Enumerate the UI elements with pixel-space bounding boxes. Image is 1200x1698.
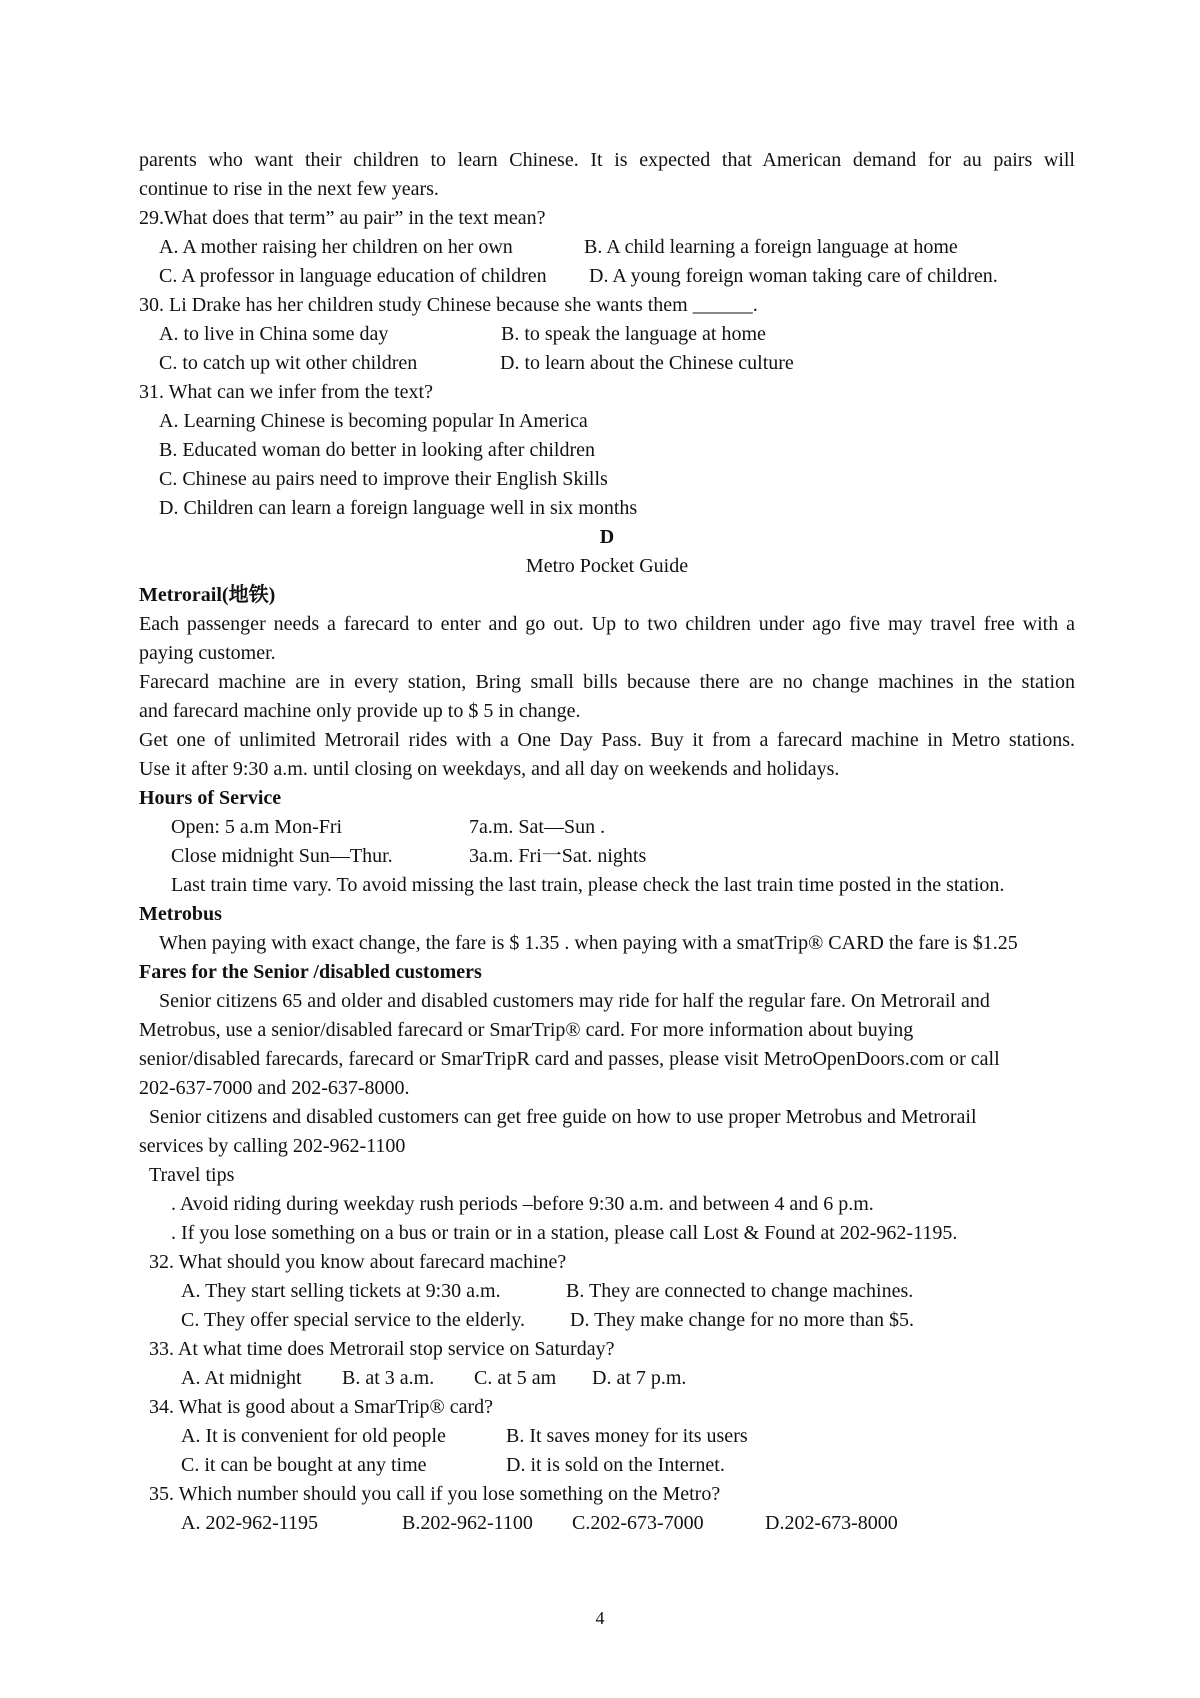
- option-a: A. to live in China some day: [159, 323, 389, 345]
- fares-line: senior/disabled farecards, farecard or SmarTripR card and passes, please visit MetroOpenDoors.com or call: [139, 1048, 1000, 1070]
- hours-open-weekend: 7a.m. Sat—Sun .: [469, 816, 606, 838]
- question-34-options-cd: [139, 1451, 1075, 1480]
- option-c: C. They offer special service to the elderly.: [181, 1309, 525, 1331]
- question-35-stem: 35. Which number should you call if you lose something on the Metro?: [149, 1483, 721, 1505]
- fares-line: Senior citizens 65 and older and disabled customers may ride for half the regular fare. On Metrorail and: [159, 990, 990, 1012]
- option-c: C. A professor in language education of children: [159, 265, 547, 287]
- passage-line: parents who want their children to learn Chinese. It is expected that American demand for au pairs will: [139, 149, 1075, 171]
- option-b: B. They are connected to change machines.: [566, 1280, 914, 1302]
- fares-line: 202-637-7000 and 202-637-8000.: [139, 1077, 410, 1099]
- question-33-stem: 33. At what time does Metrorail stop service on Saturday?: [149, 1338, 615, 1360]
- section-letter: D: [599, 526, 615, 548]
- fares-heading: Fares for the Senior /disabled customers: [139, 961, 482, 983]
- option-a: A. At midnight: [181, 1367, 302, 1389]
- fares-line: Metrobus, use a senior/disabled farecard or SmarTrip® card. For more information about buying: [139, 1019, 914, 1041]
- option-d: D. at 7 p.m.: [592, 1367, 687, 1389]
- question-32-options-ab: [139, 1277, 1075, 1306]
- question-35-options: [139, 1509, 1075, 1538]
- hours-heading: Hours of Service: [139, 787, 282, 809]
- option-d: D. A young foreign woman taking care of children.: [589, 265, 998, 287]
- travel-tips-heading: Travel tips: [149, 1164, 235, 1186]
- hours-open-weekday: Open: 5 a.m Mon-Fri: [171, 816, 343, 838]
- option-d: D. it is sold on the Internet.: [506, 1454, 725, 1476]
- hours-close-weekday: Close midnight Sun—Thur.: [171, 845, 393, 867]
- metrorail-line: Farecard machine are in every station, Bring small bills because there are no change machines in the station: [139, 671, 1075, 693]
- travel-tip: . If you lose something on a bus or train or in a station, please call Lost & Found at 202-962-1195.: [171, 1222, 958, 1244]
- metrorail-line: Get one of unlimited Metrorail rides with a One Day Pass. Buy it from a farecard machine in Metro stations.: [139, 729, 1075, 751]
- hours-open-row: [139, 813, 1075, 842]
- option-d: D. They make change for no more than $5.: [570, 1309, 914, 1331]
- option-d: D. to learn about the Chinese culture: [500, 352, 794, 374]
- fares-line: services by calling 202-962-1100: [139, 1135, 406, 1157]
- option-b: B. A child learning a foreign language at home: [584, 236, 958, 258]
- page-content: [139, 146, 1075, 1538]
- question-32-options-cd: [139, 1306, 1075, 1335]
- question-30-options-cd: [139, 349, 1075, 378]
- question-29-options-cd: [139, 262, 1075, 291]
- option-c: C. it can be bought at any time: [181, 1454, 427, 1476]
- option-a: A. Learning Chinese is becoming popular In America: [159, 410, 588, 432]
- question-31-stem: 31. What can we infer from the text?: [139, 381, 433, 403]
- question-29-options-ab: [139, 233, 1075, 262]
- hours-close-row: [139, 842, 1075, 871]
- option-d: D. Children can learn a foreign language well in six months: [159, 497, 638, 519]
- question-29-stem: 29.What does that term” au pair” in the text mean?: [139, 207, 546, 229]
- guide-title: Metro Pocket Guide: [525, 555, 689, 577]
- question-34-stem: 34. What is good about a SmarTrip® card?: [149, 1396, 494, 1418]
- option-b: B. Educated woman do better in looking after children: [159, 439, 595, 461]
- passage-line: continue to rise in the next few years.: [139, 178, 439, 200]
- option-b: B. to speak the language at home: [501, 323, 766, 345]
- hours-note: Last train time vary. To avoid missing the last train, please check the last train time posted in the station.: [171, 874, 1005, 896]
- question-33-options: [139, 1364, 1075, 1393]
- option-a: A. It is convenient for old people: [181, 1425, 446, 1447]
- option-c: C. Chinese au pairs need to improve their English Skills: [159, 468, 608, 490]
- metrobus-fare: When paying with exact change, the fare is $ 1.35 . when paying with a smatTrip® CARD the fare is $1.25: [159, 932, 1018, 954]
- option-a: A. They start selling tickets at 9:30 a.m.: [181, 1280, 501, 1302]
- option-b: B.202-962-1100: [402, 1512, 533, 1534]
- option-c: C. at 5 am: [474, 1367, 557, 1389]
- metrorail-line: paying customer.: [139, 642, 276, 664]
- question-34-options-ab: [139, 1422, 1075, 1451]
- option-b: B. at 3 a.m.: [342, 1367, 435, 1389]
- metrorail-heading: Metrorail(地铁): [139, 584, 276, 606]
- travel-tip: . Avoid riding during weekday rush periods –before 9:30 a.m. and between 4 and 6 p.m.: [171, 1193, 874, 1215]
- question-32-stem: 32. What should you know about farecard machine?: [149, 1251, 567, 1273]
- hours-close-weekend: 3a.m. Fri一Sat. nights: [469, 845, 647, 867]
- option-d: D.202-673-8000: [765, 1512, 898, 1534]
- question-30-options-ab: [139, 320, 1075, 349]
- option-c: C.202-673-7000: [572, 1512, 704, 1534]
- metrorail-line: Use it after 9:30 a.m. until closing on weekdays, and all day on weekends and holidays.: [139, 758, 840, 780]
- fares-line: Senior citizens and disabled customers can get free guide on how to use proper Metrobus and Metrorail: [149, 1106, 977, 1128]
- option-b: B. It saves money for its users: [506, 1425, 748, 1447]
- option-c: C. to catch up wit other children: [159, 352, 418, 374]
- question-30-stem: 30. Li Drake has her children study Chinese because she wants them ______.: [139, 294, 758, 316]
- metrobus-heading: Metrobus: [139, 903, 222, 925]
- option-a: A. A mother raising her children on her own: [159, 236, 513, 258]
- metrorail-line: and farecard machine only provide up to $ 5 in change.: [139, 700, 581, 722]
- option-a: A. 202-962-1195: [181, 1512, 319, 1534]
- page-number: 4: [595, 1608, 605, 1628]
- metrorail-line: Each passenger needs a farecard to enter and go out. Up to two children under ago five may travel free with a: [139, 613, 1075, 635]
